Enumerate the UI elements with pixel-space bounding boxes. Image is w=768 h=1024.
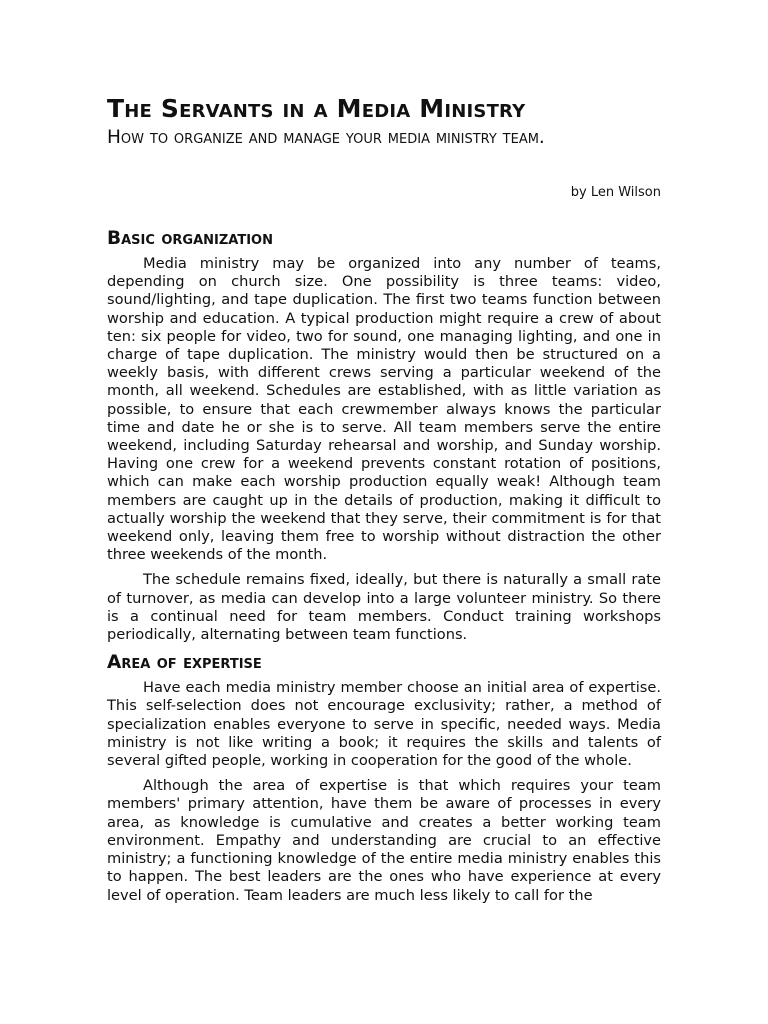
- paragraph: The schedule remains fixed, ideally, but there is naturally a small rate of turnover, as media can develop into a large volunteer ministry. So there is a continual need for team members. Conduct training workshops periodically, alternating between team functions.: [107, 571, 661, 644]
- paragraph: Although the area of expertise is that which requires your team members' primary attention, have them be aware of processes in every area, as knowledge is cumulative and creates a better working team environment. Empathy and understanding are crucial to an effective ministry; a functioning knowledge of the entire media ministry enables this to happen. The best leaders are the ones who have experience at every level of operation. Team leaders are much less likely to call for the: [107, 777, 661, 904]
- author-byline: by Len Wilson: [570, 185, 661, 200]
- section-heading-basic-organization: Basic organization: [107, 228, 273, 249]
- section-body-basic-organization: [107, 255, 661, 644]
- section-body-area-of-expertise: [107, 679, 661, 904]
- section-heading-area-of-expertise: Area of expertise: [107, 652, 262, 674]
- document-page: [107, 92, 661, 912]
- document-subtitle: How to organize and manage your media ministry team.: [107, 127, 545, 148]
- paragraph: Have each media ministry member choose an initial area of expertise. This self-selection does not encourage exclusivity; rather, a method of specialization enables everyone to serve in specific, needed ways. Media ministry is not like writing a book; it requires the skills and talents of several gifted people, working in cooperation for the good of the whole.: [107, 679, 661, 770]
- document-title: The Servants in a Media Ministry: [107, 94, 526, 123]
- paragraph: Media ministry may be organized into any number of teams, depending on church size. One possibility is three teams: video, sound/lighting, and tape duplication. The first two teams function between worship and education. A typical production might require a crew of about ten: six people for video, two for sound, one managing lighting, and one in charge of tape duplication. The ministry would then be structured on a weekly basis, with different crews serving a particular weekend of the month, all weekend. Schedules are established, with as little variation as possible, to ensure that each crewmember always knows the particular time and date he or she is to serve. All team members serve the entire weekend, including Saturday rehearsal and worship, and Sunday worship. Having one crew for a weekend prevents constant rotation of positions, which can make each worship production equally weak! Although team members are caught up in the details of production, making it difficult to actually worship the weekend that they serve, their commitment is for that weekend only, leaving them free to worship without distraction the other three weekends of the month.: [107, 255, 661, 564]
